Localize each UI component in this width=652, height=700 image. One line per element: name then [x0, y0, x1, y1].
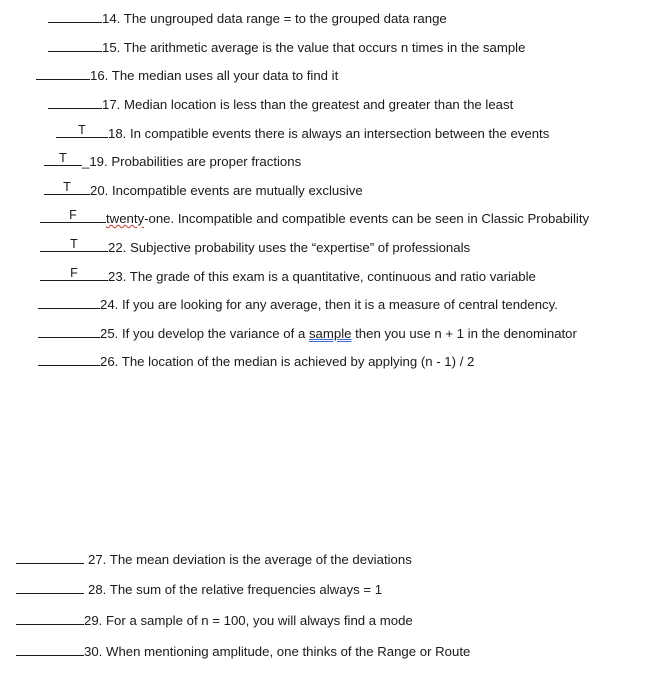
answer-blank-30[interactable] — [16, 641, 84, 656]
answer-blank-19[interactable] — [44, 151, 82, 166]
answer-18: T — [78, 123, 86, 137]
question-24 — [38, 294, 558, 314]
question-30 — [16, 641, 470, 661]
question-14 — [48, 8, 447, 28]
question-29 — [16, 610, 413, 630]
answer-blank-15[interactable] — [48, 37, 102, 52]
question-15 — [48, 37, 525, 57]
answer-blank-14[interactable] — [48, 8, 102, 23]
question-text-23: 23. The grade of this exam is a quantitative, continuous and ratio variable — [108, 269, 536, 284]
question-22 — [40, 237, 470, 257]
question-26 — [38, 351, 474, 371]
question-23 — [40, 266, 536, 286]
answer-blank-27[interactable] — [16, 549, 84, 564]
answer-blank-23[interactable] — [40, 266, 108, 281]
question-16 — [36, 65, 338, 85]
question-text-27: 27. The mean deviation is the average of the deviations — [88, 552, 412, 567]
answer-blank-22[interactable] — [40, 237, 108, 252]
question-text-16: 16. The median uses all your data to find it — [90, 68, 339, 83]
question-text-26: 26. The location of the median is achieved by applying (n - 1) / 2 — [100, 354, 475, 369]
answer-blank-18[interactable] — [56, 123, 108, 138]
question-text-14: 14. The ungrouped data range = to the grouped data range — [102, 11, 447, 26]
answer-blank-26[interactable] — [38, 351, 100, 366]
question-19 — [44, 151, 301, 171]
question-text-29: 29. For a sample of n = 100, you will always find a mode — [84, 613, 413, 628]
question-text-19: _19. Probabilities are proper fractions — [82, 154, 302, 169]
question-text-30: 30. When mentioning amplitude, one thinks of the Range or Route — [84, 644, 471, 659]
answer-blank-28[interactable] — [16, 579, 84, 594]
answer-blank-21[interactable] — [40, 208, 106, 223]
question-27 — [16, 549, 412, 569]
answer-blank-24[interactable] — [38, 294, 100, 309]
answer-23: F — [70, 266, 78, 280]
answer-blank-29[interactable] — [16, 610, 84, 625]
question-text-21: -one. Incompatible and compatible events can be seen in Classic Probability — [144, 211, 590, 226]
question-text-22: 22. Subjective probability uses the “expertise” of professionals — [108, 240, 471, 255]
question-text-20: 20. Incompatible events are mutually exclusive — [90, 183, 363, 198]
question-28 — [16, 579, 382, 599]
answer-blank-16[interactable] — [36, 65, 90, 80]
question-text-17: 17. Median location is less than the greatest and greater than the least — [102, 97, 514, 112]
question-text-25: then you use n + 1 in the denominator — [351, 326, 577, 341]
question-text-18: 18. In compatible events there is always an intersection between the events — [108, 126, 550, 141]
question-text-25-marked: sample — [308, 326, 352, 341]
question-20 — [44, 180, 363, 200]
answer-blank-17[interactable] — [48, 94, 102, 109]
question-21 — [40, 208, 589, 228]
answer-19: T — [59, 151, 67, 165]
answer-blank-25[interactable] — [38, 323, 100, 338]
question-text-15: 15. The arithmetic average is the value that occurs n times in the sample — [102, 40, 526, 55]
question-17 — [48, 94, 513, 114]
question-text-25-pre: 25. If you develop the variance of a — [100, 326, 309, 341]
answer-20: T — [63, 180, 71, 194]
question-18 — [56, 123, 549, 143]
answer-blank-20[interactable] — [44, 180, 90, 195]
question-25 — [38, 323, 577, 343]
answer-22: T — [70, 237, 78, 251]
question-text-24: 24. If you are looking for any average, then it is a measure of central tendency. — [100, 297, 558, 312]
answer-21: F — [69, 208, 77, 222]
question-text-28: 28. The sum of the relative frequencies always = 1 — [88, 582, 383, 597]
question-text-21-prefix: twenty — [106, 211, 145, 226]
